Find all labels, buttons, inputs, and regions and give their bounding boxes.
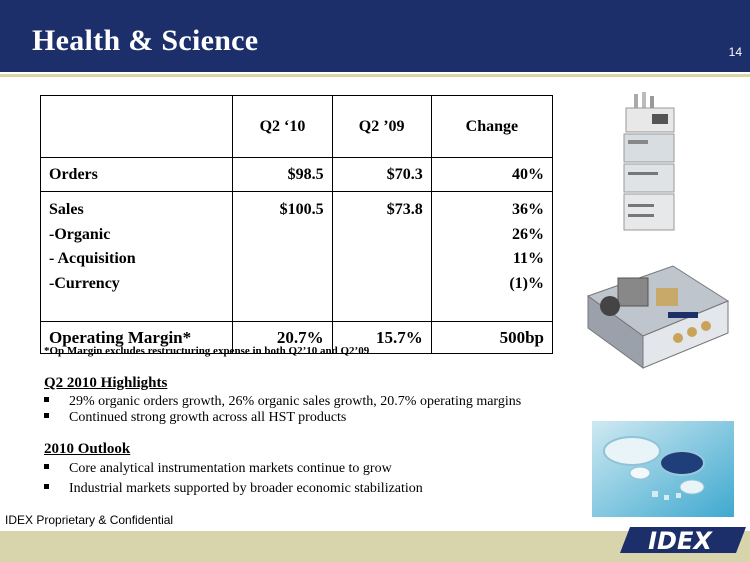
bullet-square-icon	[44, 397, 49, 402]
orders-q2-10: $98.5	[233, 158, 332, 192]
sales-q2-10-cell	[233, 192, 332, 322]
idex-logo	[620, 523, 746, 557]
bullet-square-icon	[44, 484, 49, 489]
bullet-square-icon	[44, 413, 49, 418]
sales-organic-change: 26%	[512, 225, 544, 243]
outlook-item-2	[44, 481, 423, 497]
orders-label: Orders	[41, 158, 233, 192]
slide-title: Health & Science	[32, 24, 259, 57]
highlight-text-2: Continued strong growth across all HST products	[69, 410, 347, 425]
sales-currency-change: (1)%	[509, 274, 544, 292]
header-cell-change: Change	[431, 96, 552, 158]
header-cell-q2-10: Q2 ‘10	[233, 96, 332, 158]
sales-q2-09: $73.8	[386, 201, 423, 218]
sales-label: Sales	[49, 201, 84, 218]
pump-module-image	[578, 256, 733, 374]
sales-label-cell	[41, 192, 233, 322]
orders-change: 40%	[431, 158, 552, 192]
margin-q2-10: 20.7%	[233, 322, 332, 354]
table-header-row	[41, 96, 553, 158]
header-cell-empty	[41, 96, 233, 158]
optics-image	[592, 421, 734, 517]
instrument-stack-image	[620, 92, 678, 234]
highlights-title: Q2 2010 Highlights	[44, 375, 168, 391]
page-number: 14	[728, 45, 742, 59]
sales-acquisition-label: - Acquisition	[49, 250, 136, 267]
outlook-text-2: Industrial markets supported by broader economic stabilization	[69, 481, 423, 496]
margin-change: 500bp	[431, 322, 552, 354]
bullet-square-icon	[44, 464, 49, 469]
logo-text: IDEX	[648, 527, 712, 555]
outlook-title: 2010 Outlook	[44, 441, 131, 457]
header-accent-line	[0, 74, 750, 77]
outlook-item-1	[44, 461, 392, 477]
sales-change-cell	[431, 192, 552, 322]
outlook-text-1: Core analytical instrumentation markets continue to grow	[69, 461, 392, 476]
sales-organic-label: -Organic	[49, 225, 111, 243]
table-row-sales	[41, 192, 553, 322]
header-cell-q2-09: Q2 ’09	[332, 96, 431, 158]
highlight-item-2	[44, 410, 346, 426]
table-row-orders	[41, 158, 553, 192]
sales-q2-09-cell	[332, 192, 431, 322]
highlight-text-1: 29% organic orders growth, 26% organic sales growth, 20.7% operating margins	[69, 394, 522, 409]
sales-acquisition-change: 11%	[512, 250, 544, 267]
footnote: *Op Margin excludes restructuring expense in both Q2’10 and Q2’09	[44, 345, 370, 357]
highlight-item-1	[44, 394, 521, 410]
sales-change: 36%	[512, 201, 544, 218]
margin-label: Operating Margin*	[41, 322, 233, 354]
financial-table	[40, 95, 553, 354]
confidential-notice: IDEX Proprietary & Confidential	[5, 513, 174, 527]
orders-q2-09: $70.3	[332, 158, 431, 192]
margin-q2-09: 15.7%	[332, 322, 431, 354]
sales-currency-label: -Currency	[49, 274, 120, 292]
sales-q2-10: $100.5	[279, 201, 324, 218]
